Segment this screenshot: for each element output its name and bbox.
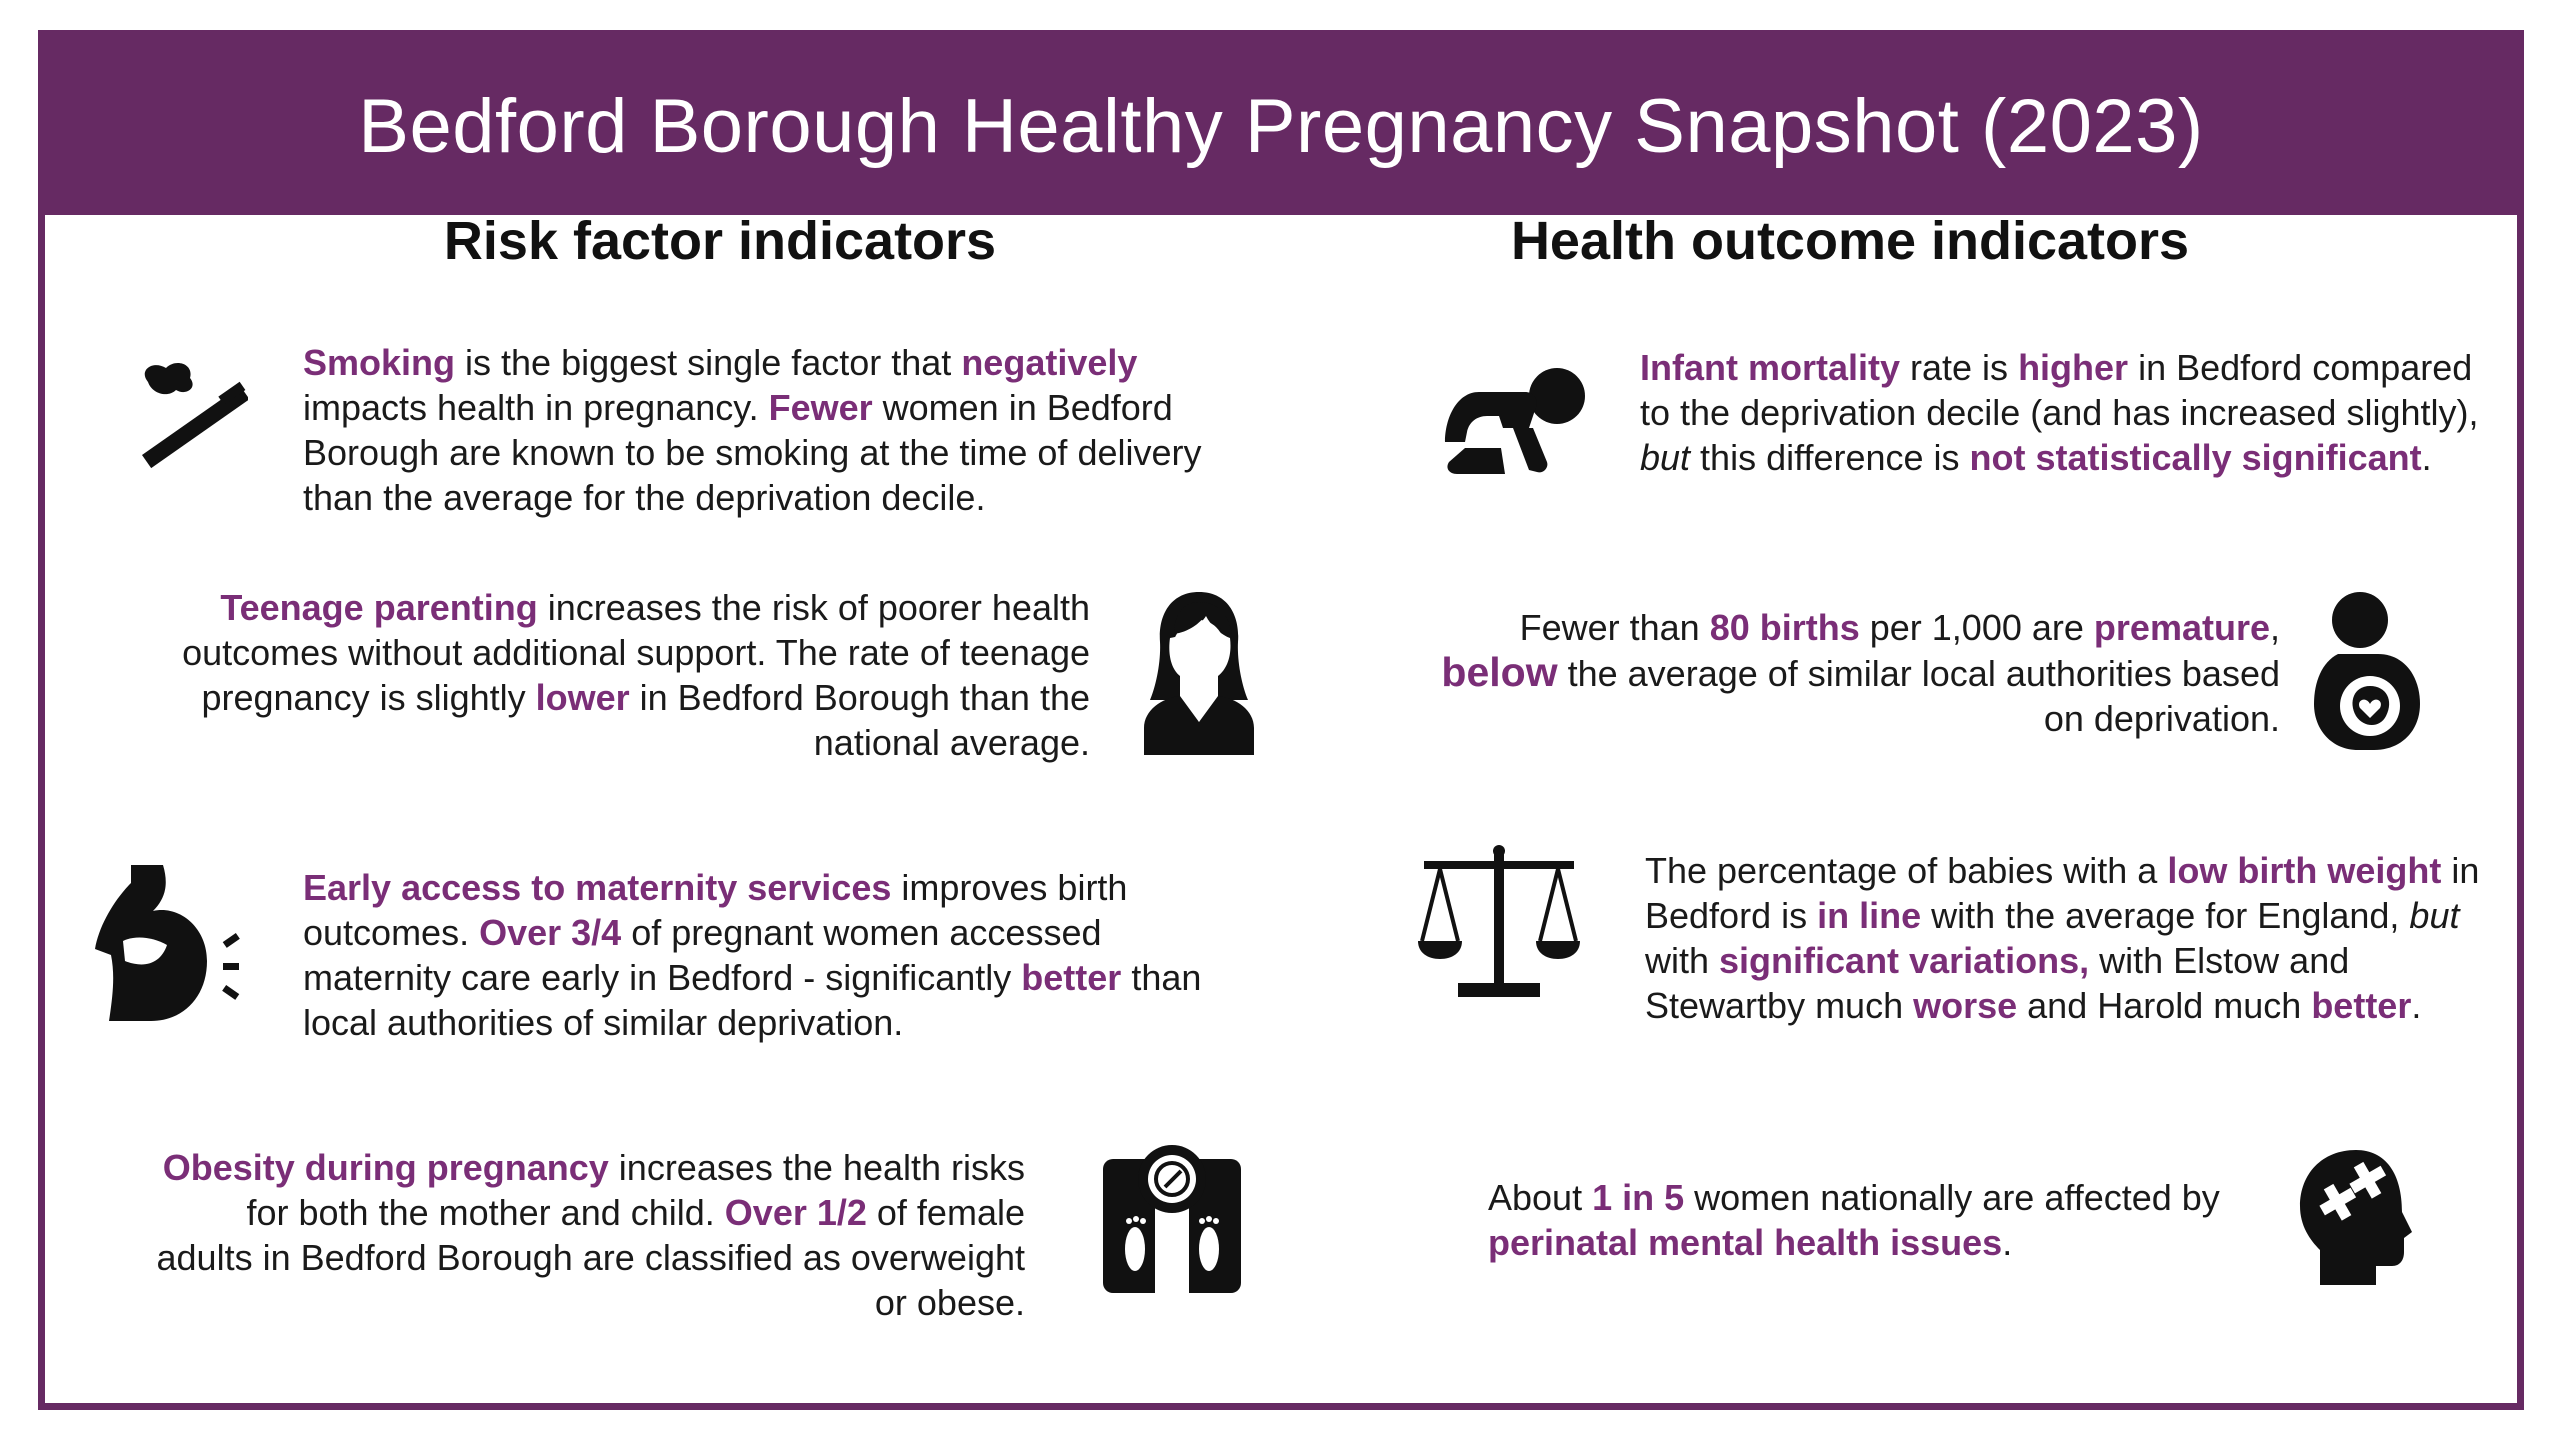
highlight-span: premature [2093, 607, 2270, 648]
highlight-span: below [1441, 649, 1558, 695]
highlight-span: significant variations, [1719, 940, 2090, 981]
text-span: . [2421, 437, 2432, 478]
highlight-span: higher [2018, 347, 2129, 388]
teenage-girl-icon [1140, 590, 1258, 755]
text-span: and Harold much [2017, 985, 2312, 1026]
mental-health-text [1488, 1175, 2288, 1265]
highlight-span: better [2311, 985, 2412, 1026]
text-span: Fewer than [1519, 607, 1710, 648]
crawling-baby-icon [1443, 366, 1588, 476]
title-banner [45, 37, 2517, 215]
text-span: with [1645, 940, 1720, 981]
highlight-span: not statistically significant [1969, 437, 2422, 478]
teenage-term: Teenage parenting [220, 587, 538, 628]
text-span: per 1,000 are [1859, 607, 2094, 648]
text-span: . [2002, 1222, 2013, 1263]
pregnant-woman-icon [95, 865, 255, 1025]
health-outcome-heading: Health outcome indicators [1510, 211, 2190, 271]
early-access-term: Early access to maternity services [303, 867, 892, 908]
text-span: The percentage of babies with a [1645, 850, 2168, 891]
highlight-span: Over 1/2 [724, 1192, 867, 1233]
text-span: rate is [1900, 347, 2019, 388]
smoking-term: Smoking [303, 342, 456, 383]
text-span: . [2411, 985, 2422, 1026]
text-span: with the average for England, [1921, 895, 2410, 936]
text-span: women nationally are affected by [1684, 1177, 2220, 1218]
text-span: of pregnant women accessed maternity care early in Bedford - significantly [303, 912, 1102, 998]
balance-scales-icon [1418, 845, 1580, 1003]
weighing-scale-icon [1103, 1145, 1241, 1293]
text-span: in Bedford compared to the deprivation decile (and has increased slightly), [1640, 347, 2479, 433]
head-with-plasters-icon [2298, 1150, 2413, 1285]
highlight-span: worse [1913, 985, 2018, 1026]
italic-span: but [2409, 895, 2460, 936]
highlight-span: better [1021, 957, 1122, 998]
text-span: improves birth outcomes. [303, 867, 1128, 953]
text-span: , [2269, 607, 2280, 648]
highlight-span: negatively [961, 342, 1138, 383]
text-span: is the biggest single factor that [455, 342, 962, 383]
text-span: than local authorities of similar deprivation. [303, 957, 1202, 1043]
mental-health-term: perinatal mental health issues [1488, 1222, 2003, 1263]
risk-factor-heading: Risk factor indicators [443, 211, 997, 271]
text-span: impacts health in pregnancy. [303, 387, 769, 428]
page-title: Bedford Borough Healthy Pregnancy Snapshot (2023) [358, 83, 2204, 169]
text-span: of female adults in Bedford Borough are classified as overweight or obese. [156, 1192, 1025, 1323]
text-span: in Bedford is [1645, 850, 2480, 936]
low-birth-weight-term: low birth weight [2167, 850, 2442, 891]
italic-span: but [1640, 437, 1691, 478]
mother-holding-baby-icon [2312, 592, 2422, 750]
text-span: in Bedford Borough than the national average. [629, 677, 1090, 763]
premature-text [1440, 605, 2280, 741]
highlight-span: 1 in 5 [1592, 1177, 1685, 1218]
highlight-span: Over 3/4 [479, 912, 622, 953]
text-span: increases the risk of poorer health outcomes without additional support. The rate of teenage pregnancy is slightly [182, 587, 1090, 718]
text-span: with Elstow and Stewartby much [1645, 940, 2350, 1026]
obesity-text [150, 1145, 1025, 1325]
smoking-icon [128, 360, 248, 470]
highlight-span: Fewer [768, 387, 873, 428]
highlight-span: lower [535, 677, 630, 718]
text-span: increases the health risks for both the mother and child. [246, 1147, 1025, 1233]
highlight-span: 80 births [1709, 607, 1860, 648]
early-access-text [303, 865, 1223, 1045]
text-span: About [1488, 1177, 1593, 1218]
infant-mortality-term: Infant mortality [1640, 347, 1901, 388]
text-span: the average of similar local authorities based on deprivation. [1557, 653, 2280, 739]
infant-mortality-text [1640, 345, 2500, 480]
obesity-term: Obesity during pregnancy [162, 1147, 609, 1188]
highlight-span: in line [1817, 895, 1922, 936]
smoking-text [303, 340, 1223, 520]
text-span: this difference is [1690, 437, 1970, 478]
text-span: women in Bedford Borough are known to be smoking at the time of delivery than the average for the deprivation decile. [303, 387, 1202, 518]
teenage-text [150, 585, 1090, 765]
low-birth-weight-text [1645, 848, 2505, 1028]
